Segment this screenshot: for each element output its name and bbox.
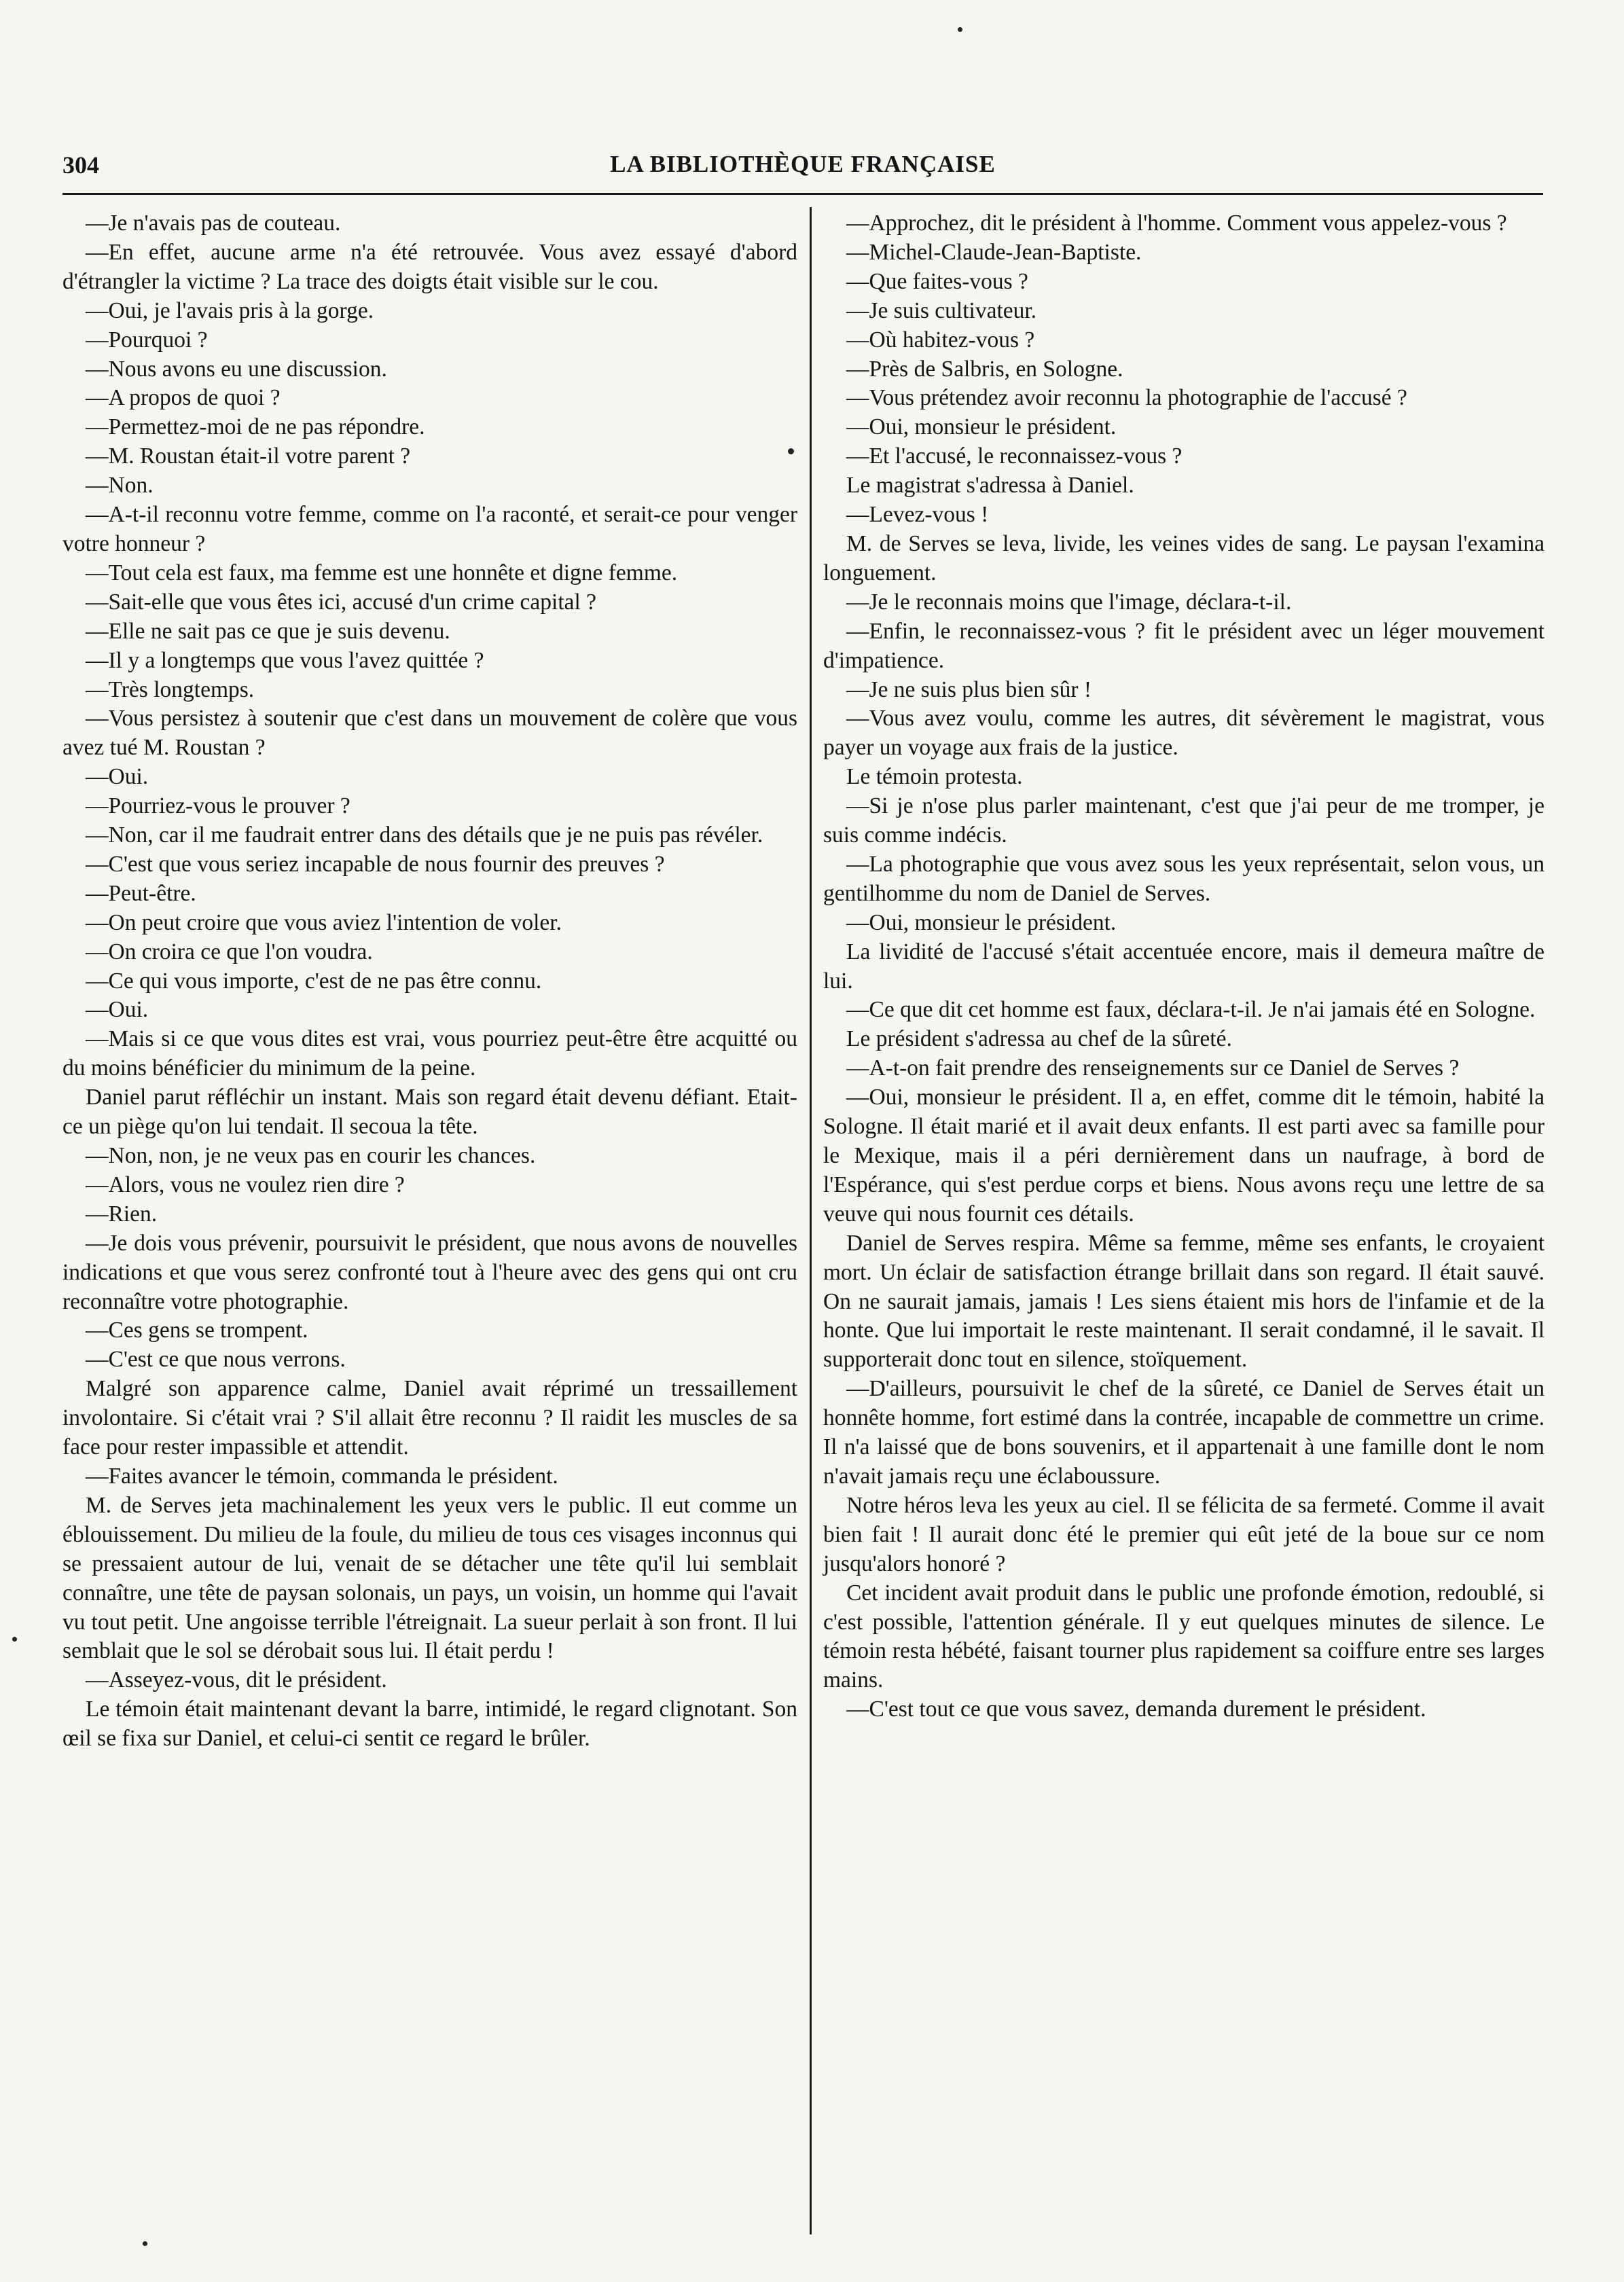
paragraph: —M. Roustan était-il votre parent ? [86,443,411,469]
paragraph: —Ce qui vous importe, c'est de ne pas être connu. [86,968,542,994]
paragraph: —Alors, vous ne voulez rien dire ? [86,1172,405,1197]
print-speck [788,448,794,454]
paragraph: —Oui, je l'avais pris à la gorge. [86,297,374,323]
paragraph: —Où habitez-vous ? [846,327,1035,352]
paragraph: —Oui. [86,764,149,790]
paragraph: —Je dois vous prévenir, poursuivit le président, que nous avons de nouvelles indications et que vous serez confronté tout à l'heure avec des gens qui ont cru reconnaître votre photographie. [62,1230,797,1314]
paragraph: —C'est ce que nous verrons. [86,1347,346,1373]
paragraph: —Je suis cultivateur. [846,297,1037,323]
paragraph: —Levez-vous ! [846,502,989,528]
paragraph: —Oui, monsieur le président. [846,414,1117,440]
paragraph: —Peut-être. [86,880,196,906]
print-speck [143,2241,147,2246]
paragraph: —Vous avez voulu, comme les autres, dit sévèrement le magistrat, vous payer un voyage aux frais de la justice. [823,706,1545,761]
print-speck [12,1637,17,1642]
paragraph: —Sait-elle que vous êtes ici, accusé d'un crime capital ? [86,589,597,615]
paragraph: —Non, car il me faudrait entrer dans des détails que je ne puis pas révéler. [86,822,763,848]
paragraph: —Oui, monsieur le président. Il a, en effet, comme dit le témoin, habité la Sologne. Il était marié et il avait deux enfants. Il est parti avec sa famille pour le Mexique, mais il a péri dernièrement dans un naufrage, à bord de l'Espérance, qui s'est perdue corps et biens. Nous avons reçu une lettre de sa veuve qui nous fournit ces détails. [823,1085,1545,1227]
paragraph: —Non. [86,473,154,499]
paragraph: Le magistrat s'adressa à Daniel. [846,473,1134,499]
page-number: 304 [62,151,99,179]
paragraph: —Michel-Claude-Jean-Baptiste. [846,239,1142,265]
paragraph: M. de Serves se leva, livide, les veines vides de sang. Le paysan l'examina longuement. [823,530,1545,585]
paragraph: —Vous prétendez avoir reconnu la photographie de l'accusé ? [846,385,1407,411]
paragraph: —Asseyez-vous, dit le président. [86,1667,387,1693]
left-column [62,209,797,1754]
header-rule [62,193,1543,195]
paragraph: —Et l'accusé, le reconnaissez-vous ? [846,443,1183,469]
column-divider [810,207,812,2234]
print-speck [958,27,962,32]
paragraph: —Rien. [86,1201,158,1227]
paragraph: Le témoin était maintenant devant la barre, intimidé, le regard clignotant. Son œil se fixa sur Daniel, et celui-ci sentit ce regard le brûler. [62,1697,797,1752]
paragraph: —Ces gens se trompent. [86,1318,308,1343]
paragraph: —Très longtemps. [86,676,255,702]
paragraph: —Près de Salbris, en Sologne. [846,356,1123,382]
paragraph: La lividité de l'accusé s'était accentuée encore, mais il demeura maître de lui. [823,939,1545,994]
paragraph: —On peut croire que vous aviez l'intention de voler. [86,909,562,935]
paragraph: —Permettez-moi de ne pas répondre. [86,414,425,440]
running-title: LA BIBLIOTHÈQUE FRANÇAISE [610,151,996,177]
paragraph: —Pourriez-vous le prouver ? [86,793,350,819]
paragraph: —A propos de quoi ? [86,385,281,411]
right-column [823,209,1545,1724]
paragraph: —Enfin, le reconnaissez-vous ? fit le président avec un léger mouvement d'impatience. [823,618,1545,673]
paragraph: Le témoin protesta. [846,764,1023,790]
paragraph: —En effet, aucune arme n'a été retrouvée. Vous avez essayé d'abord d'étrangler la victime ? La trace des doigts était visible sur le cou. [62,239,797,294]
paragraph: —Oui. [86,997,149,1023]
paragraph: —Oui, monsieur le président. [846,909,1117,935]
paragraph: Daniel de Serves respira. Même sa femme, même ses enfants, le croyaient mort. Un éclair de satisfaction étrange brillait dans son regard. Il était sauvé. On ne saurait jamais, jamais ! Les siens étaient mis hors de l'infamie et de la honte. Que lui importait le reste maintenant. Il serait condamné, il le savait. Il supporterait donc tout en silence, stoïquement. [823,1230,1545,1373]
paragraph: —Mais si ce que vous dites est vrai, vous pourriez peut-être être acquitté ou du moins bénéficier du minimum de la peine. [62,1026,797,1081]
paragraph: M. de Serves jeta machinalement les yeux vers le public. Il eut comme un éblouissement. Du milieu de la foule, du milieu de tous ces visages inconnus qui se pressaient autour de lui, venait de se détacher une tête qu'il lui semblait connaître, une tête de paysan solonais, un pays, un voisin, un homme qui l'avait vu tout petit. Une angoisse terrible l'étreignait. La sueur perlait à son front. Il lui semblait que le sol se dérobait sous lui. Il était perdu ! [62,1492,797,1664]
paragraph: —C'est que vous seriez incapable de nous fournir des preuves ? [86,851,665,877]
paragraph: Daniel parut réfléchir un instant. Mais son regard était devenu défiant. Etait-ce un piège qu'on lui tendait. Il secoua la tête. [62,1085,797,1140]
paragraph: —A-t-on fait prendre des renseignements sur ce Daniel de Serves ? [846,1055,1460,1081]
paragraph: Notre héros leva les yeux au ciel. Il se félicita de sa fermeté. Comme il avait bien fait ! Il aurait donc été le premier qui eût jeté de la boue sur ce nom jusqu'alors honoré ? [823,1492,1545,1576]
paragraph: —Je ne suis plus bien sûr ! [846,676,1092,702]
paragraph: Cet incident avait produit dans le public une profonde émotion, redoublé, si c'est possible, l'attention générale. Il y eut quelques minutes de silence. Le témoin resta hébété, faisant tourner plus rapidement sa coiffure entre ses larges mains. [823,1580,1545,1693]
paragraph: Le président s'adressa au chef de la sûreté. [846,1026,1232,1052]
paragraph: —Tout cela est faux, ma femme est une honnête et digne femme. [86,560,678,585]
paragraph: —Il y a longtemps que vous l'avez quittée ? [86,647,484,673]
paragraph: —Nous avons eu une discussion. [86,356,387,382]
paragraph: —Elle ne sait pas ce que je suis devenu. [86,618,450,644]
paragraph: —Que faites-vous ? [846,268,1028,294]
paragraph: —Approchez, dit le président à l'homme. Comment vous appelez-vous ? [846,211,1507,236]
paragraph: —Non, non, je ne veux pas en courir les chances. [86,1143,536,1168]
paragraph: —Ce que dit cet homme est faux, déclara-t-il. Je n'ai jamais été en Sologne. [846,997,1536,1023]
page-header [62,151,1543,192]
paragraph: —C'est tout ce que vous savez, demanda durement le président. [846,1697,1426,1722]
paragraph: —Faites avancer le témoin, commanda le président. [86,1463,558,1489]
paragraph: Malgré son apparence calme, Daniel avait réprimé un tressaillement involontaire. Si c'était vrai ? S'il allait être reconnu ? Il raidit les muscles de sa face pour rester impassible et attendit. [62,1376,797,1460]
paragraph: —A-t-il reconnu votre femme, comme on l'a raconté, et serait-ce pour venger votre honneur ? [62,502,797,556]
paragraph: —D'ailleurs, poursuivit le chef de la sûreté, ce Daniel de Serves était un honnête homme, fort estimé dans la contrée, incapable de commettre un crime. Il n'a laissé que de bons souvenirs, et il appartenait à une famille dont le nom n'avait jamais reçu une éclaboussure. [823,1376,1545,1489]
paragraph: —Pourquoi ? [86,327,208,352]
paragraph: —Je le reconnais moins que l'image, déclara-t-il. [846,589,1292,615]
paragraph: —On croira ce que l'on voudra. [86,939,373,964]
paragraph: —Si je n'ose plus parler maintenant, c'est que j'ai peur de me tromper, je suis comme indécis. [823,793,1545,848]
paragraph: —Je n'avais pas de couteau. [86,211,341,236]
paragraph: —Vous persistez à soutenir que c'est dans un mouvement de colère que vous avez tué M. Roustan ? [62,706,797,761]
paragraph: —La photographie que vous avez sous les yeux représentait, selon vous, un gentilhomme du nom de Daniel de Serves. [823,851,1545,906]
